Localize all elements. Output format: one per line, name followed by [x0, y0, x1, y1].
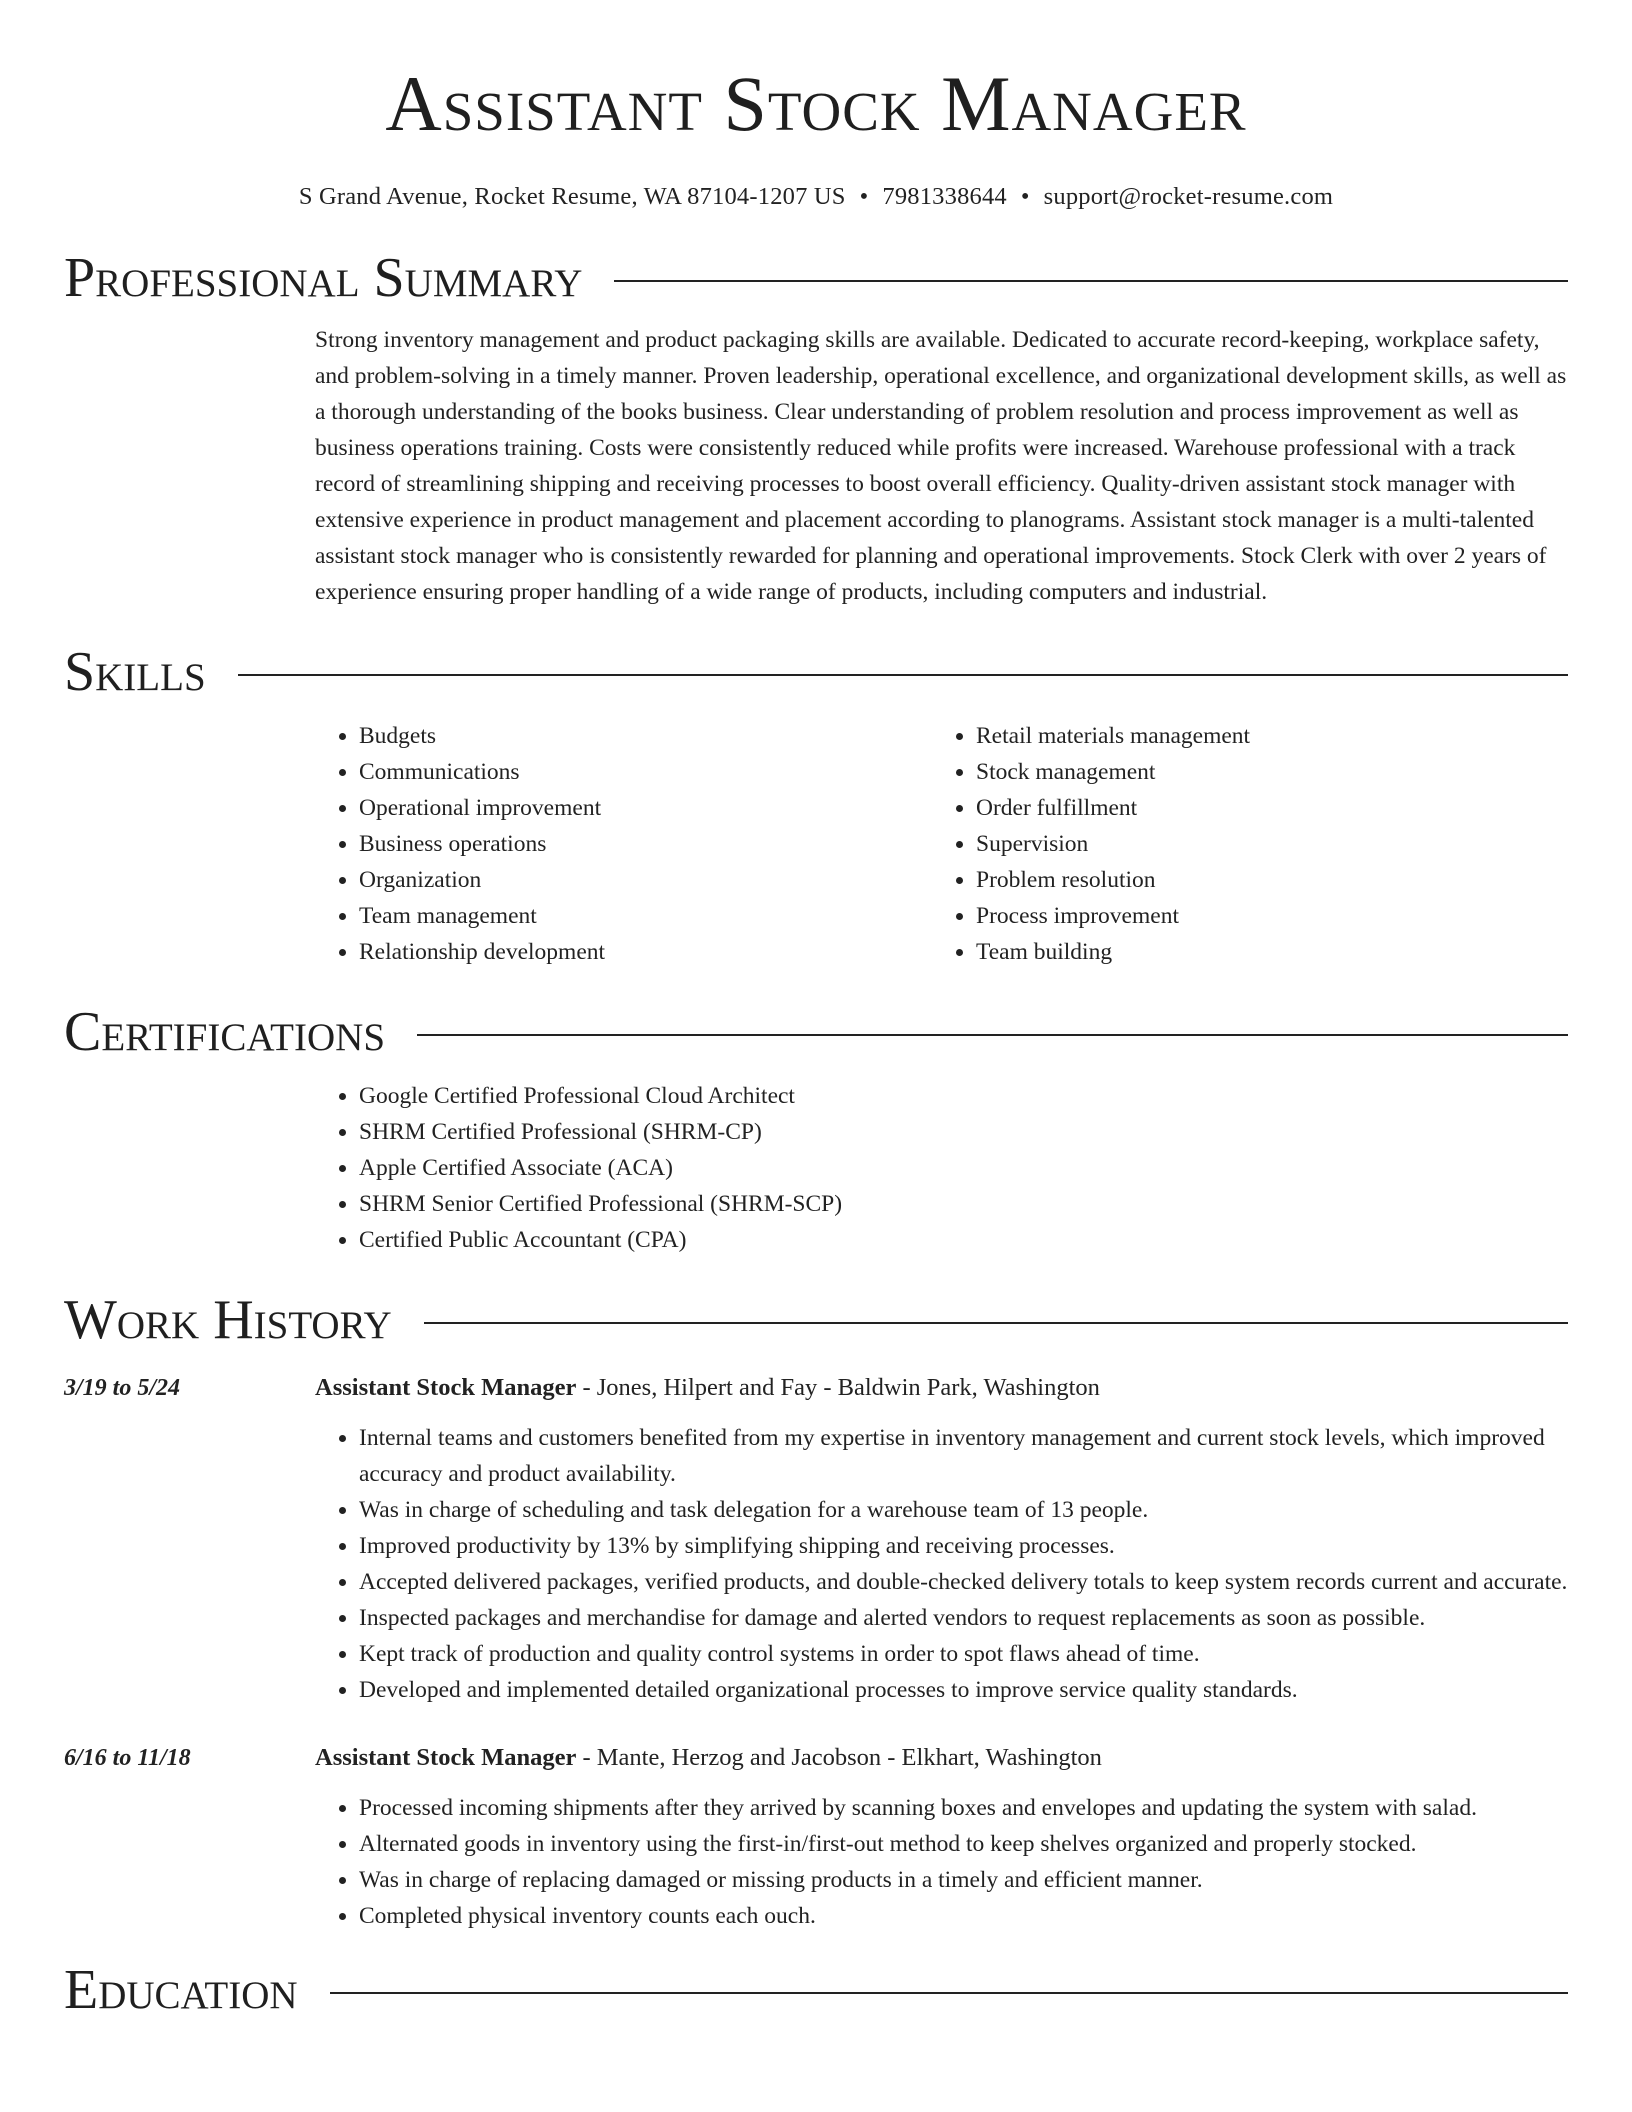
contact-separator: • [859, 183, 869, 210]
job-employer: - Mante, Herzog and Jacobson - Elkhart, Washington [576, 1744, 1102, 1771]
contact-email: support@rocket-resume.com [1043, 183, 1334, 210]
job-dates: 3/19 to 5/24 [64, 1375, 181, 1401]
section-divider [614, 280, 1568, 282]
skill-item: • Order fulfillment [976, 790, 1549, 826]
certification-item: • SHRM Senior Certified Professional (SHRM-SCP) [359, 1186, 1568, 1222]
certifications-section [64, 1000, 1568, 1258]
education-section [64, 1958, 1568, 2022]
skill-item: • Team building [976, 934, 1549, 970]
skill-item: • Organization [359, 862, 932, 898]
job-role: Assistant Stock Manager [315, 1744, 577, 1771]
summary-text: Strong inventory management and product packaging skills are available. Dedicated to accurate record-keeping, workplace safety, and problem-solving in a timely manner. Proven leadership, operational excellence, and organizational development skills, as well as a thorough understanding of the books business. Clear understanding of problem resolution and process improvement as well as business operations training. Costs were consistently reduced while profits were increased. Warehouse professional with a track record of streamlining shipping and receiving processes to boost overall efficiency. Quality-driven assistant stock manager with extensive experience in product management and placement according to planograms. Assistant stock manager is a multi-talented assistant stock manager who is consistently rewarded for planning and operational improvements. Stock Clerk with over 2 years of experience ensuring proper handling of a wide range of products, including computers and industrial. [315, 327, 1567, 605]
job-bullet: • Completed physical inventory counts each ouch. [359, 1898, 1568, 1934]
contact-line [0, 182, 1632, 212]
certification-item: • Google Certified Professional Cloud Architect [359, 1078, 1568, 1114]
skills-heading [64, 640, 1568, 704]
job-bullet: • Alternated goods in inventory using the first-in/first-out method to keep shelves organized and properly stocked. [359, 1826, 1568, 1862]
section-divider [424, 1322, 1568, 1324]
job-bullet: • Was in charge of scheduling and task delegation for a warehouse team of 13 people. [359, 1492, 1568, 1528]
skill-item: • Retail materials management [976, 718, 1549, 754]
skill-item: • Budgets [359, 718, 932, 754]
contact-address: S Grand Avenue, Rocket Resume, WA 87104-1207 US [298, 183, 846, 210]
job-bullet: • Developed and implemented detailed organizational processes to improve service quality standards. [359, 1672, 1568, 1708]
summary-title: Professional Summary [64, 247, 583, 309]
certification-item: • Apple Certified Associate (ACA) [359, 1150, 1568, 1186]
summary-section [64, 246, 1568, 610]
skill-item: • Supervision [976, 826, 1549, 862]
job-bullet: • Improved productivity by 13% by simplifying shipping and receiving processes. [359, 1528, 1568, 1564]
job-bullet: • Processed incoming shipments after they arrived by scanning boxes and envelopes and updating the system with salad. [359, 1790, 1568, 1826]
job-bullet: • Inspected packages and merchandise for damage and alerted vendors to request replacements as soon as possible. [359, 1600, 1568, 1636]
skills-title: Skills [64, 641, 206, 703]
work-history-heading [64, 1288, 1568, 1352]
certification-item: • SHRM Certified Professional (SHRM-CP) [359, 1114, 1568, 1150]
education-heading [64, 1958, 1568, 2022]
section-divider [330, 1992, 1568, 1994]
job-bullet: • Accepted delivered packages, verified products, and double-checked delivery totals to keep system records current and accurate. [359, 1564, 1568, 1600]
skill-item: • Team management [359, 898, 932, 934]
job-bullet: • Was in charge of replacing damaged or missing products in a timely and efficient manner. [359, 1862, 1568, 1898]
skill-item: • Problem resolution [976, 862, 1549, 898]
section-divider [238, 674, 1568, 676]
contact-phone: 7981338644 [882, 183, 1007, 210]
job-dates: 6/16 to 11/18 [64, 1745, 191, 1771]
job-title-line [315, 1370, 1568, 1406]
work-history-title: Work History [64, 1289, 392, 1351]
education-title: Education [64, 1959, 298, 2021]
job-entry [64, 1370, 1568, 1708]
summary-heading [64, 246, 1568, 310]
skill-item: • Stock management [976, 754, 1549, 790]
candidate-name: Assistant Stock Manager [385, 60, 1247, 147]
summary-content [315, 322, 1568, 610]
job-title-line [315, 1740, 1568, 1776]
section-divider [417, 1034, 1568, 1036]
job-bullets [315, 1420, 1568, 1708]
job-bullet: • Internal teams and customers benefited from my expertise in inventory management and current stock levels, which improved accuracy and product availability. [359, 1420, 1568, 1492]
contact-separator: • [1020, 183, 1030, 210]
skill-item: • Operational improvement [359, 790, 932, 826]
certifications-title: Certifications [64, 1001, 386, 1063]
job-role: Assistant Stock Manager [315, 1374, 577, 1401]
skill-item: • Process improvement [976, 898, 1549, 934]
certification-item: • Certified Public Accountant (CPA) [359, 1222, 1568, 1258]
job-entry [64, 1740, 1568, 1934]
resume-header [0, 0, 1632, 212]
certifications-list [315, 1078, 1568, 1258]
skill-item: • Relationship development [359, 934, 932, 970]
job-body [315, 1740, 1568, 1934]
skills-list [315, 718, 1568, 970]
certifications-heading [64, 1000, 1568, 1064]
job-bullet: • Kept track of production and quality control systems in order to spot flaws ahead of time. [359, 1636, 1568, 1672]
work-history-section [64, 1288, 1568, 1934]
skills-column-left [315, 718, 932, 970]
job-body [315, 1370, 1568, 1708]
job-bullets [315, 1790, 1568, 1934]
skills-section [64, 640, 1568, 970]
skills-column-right [932, 718, 1549, 970]
skill-item: • Business operations [359, 826, 932, 862]
job-employer: - Jones, Hilpert and Fay - Baldwin Park, Washington [576, 1374, 1100, 1401]
skill-item: • Communications [359, 754, 932, 790]
